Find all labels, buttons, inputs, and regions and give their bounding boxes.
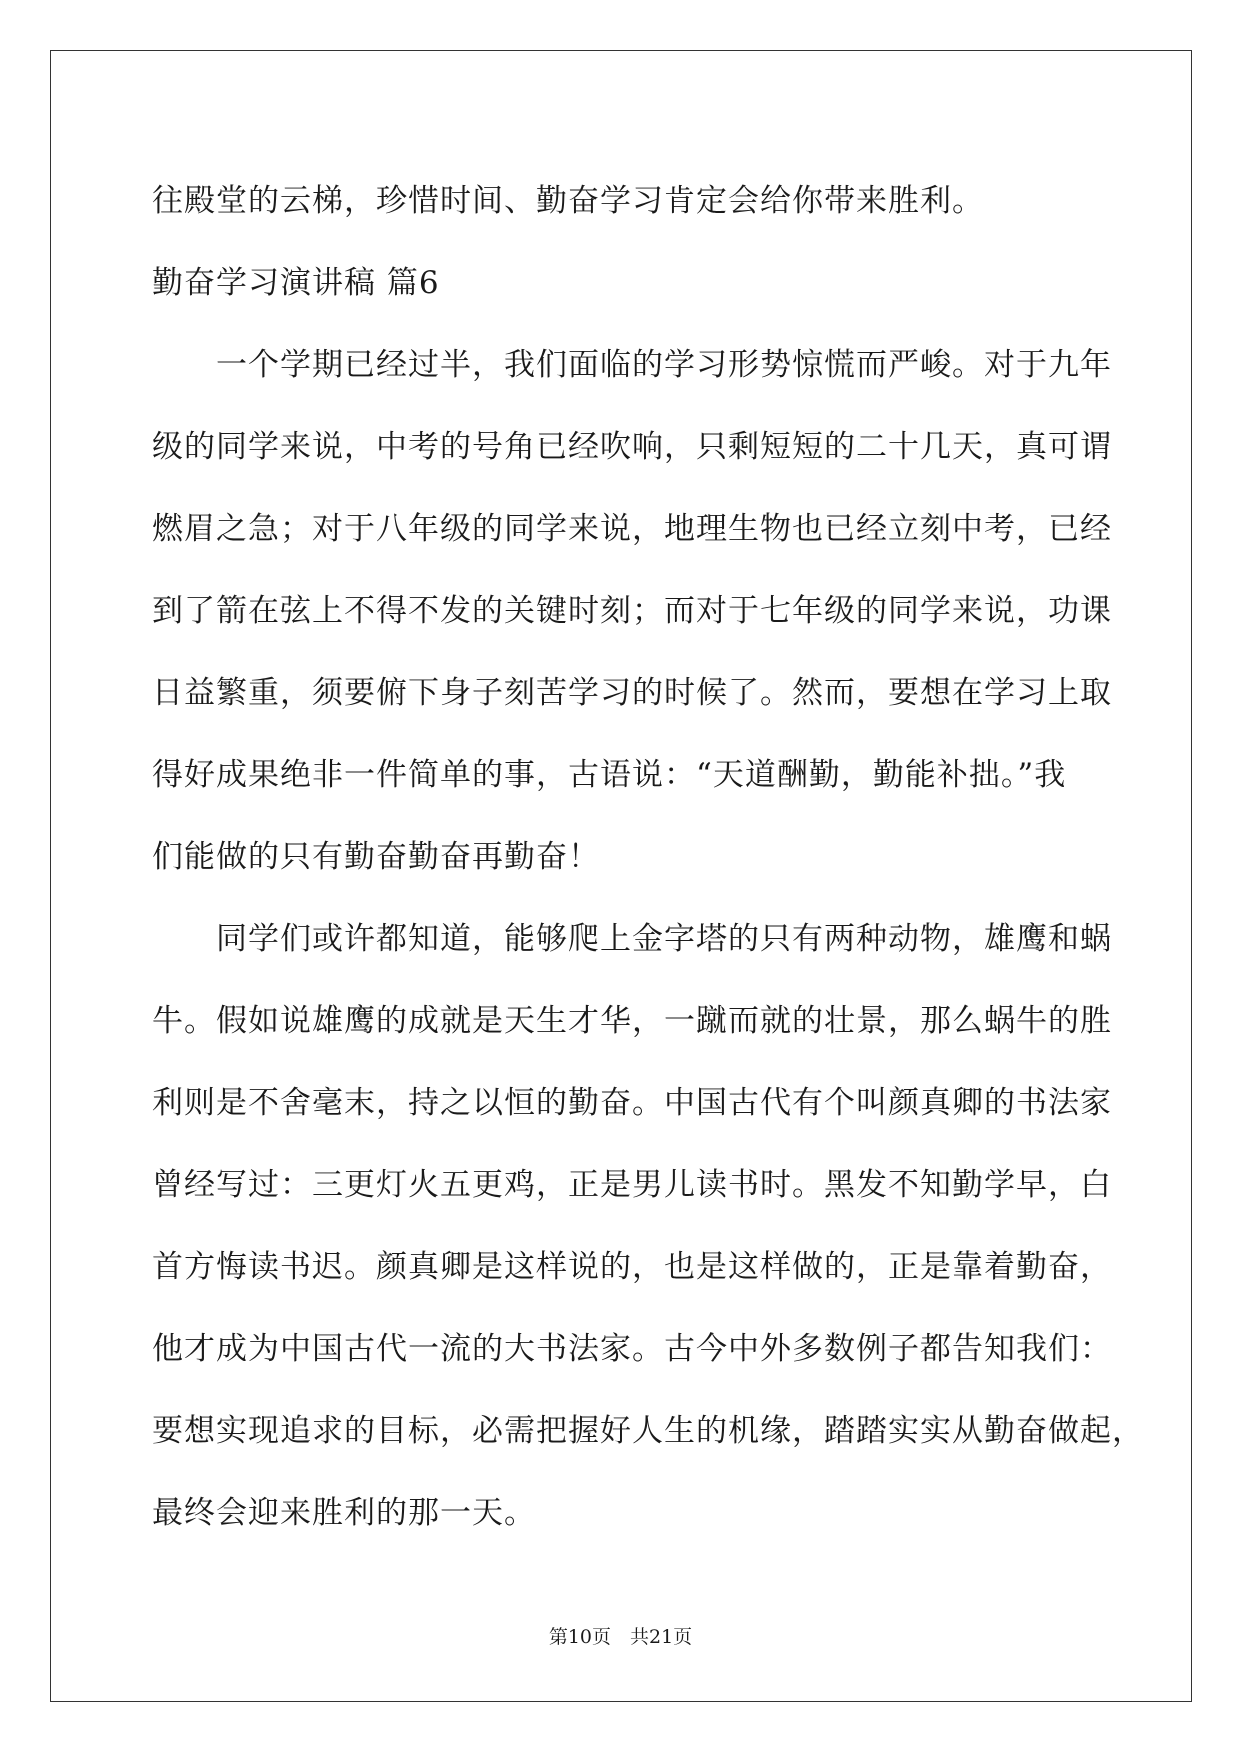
text-line: 利则是不舍毫末，持之以恒的勤奋。中国古代有个叫颜真卿的书法家	[152, 1085, 1112, 1121]
text-line: 往殿堂的云梯，珍惜时间、勤奋学习肯定会给你带来胜利。	[152, 183, 984, 219]
text-line: 曾经写过：三更灯火五更鸡，正是男儿读书时。黑发不知勤学早，白	[152, 1167, 1112, 1203]
text-line: 日益繁重，须要俯下身子刻苦学习的时候了。然而，要想在学习上取	[152, 675, 1112, 711]
text-line: 得好成果绝非一件简单的事，古语说：“天道酬勤，勤能补拙。”我	[152, 757, 1067, 793]
text-line: 同学们或许都知道，能够爬上金字塔的只有两种动物，雄鹰和蜗	[152, 921, 1112, 957]
section-heading: 勤奋学习演讲稿 篇6	[152, 265, 440, 301]
text-line: 要想实现追求的目标，必需把握好人生的机缘，踏踏实实从勤奋做起，	[152, 1413, 1144, 1449]
text-line: 他才成为中国古代一流的大书法家。古今中外多数例子都告知我们：	[152, 1331, 1112, 1367]
text-line: 们能做的只有勤奋勤奋再勤奋！	[152, 839, 600, 875]
text-line: 到了箭在弦上不得不发的关键时刻；而对于七年级的同学来说，功课	[152, 593, 1112, 629]
text-line: 级的同学来说，中考的号角已经吹响，只剩短短的二十几天，真可谓	[152, 429, 1112, 465]
text-line: 一个学期已经过半，我们面临的学习形势惊慌而严峻。对于九年	[152, 347, 1112, 383]
text-line: 燃眉之急；对于八年级的同学来说，地理生物也已经立刻中考，已经	[152, 511, 1112, 547]
page-number: 第10页 共21页	[548, 1626, 693, 1648]
document-body	[152, 160, 1144, 1554]
text-line: 最终会迎来胜利的那一天。	[152, 1495, 536, 1531]
text-line: 牛。假如说雄鹰的成就是天生才华，一蹴而就的壮景，那么蜗牛的胜	[152, 1003, 1112, 1039]
text-line: 首方悔读书迟。颜真卿是这样说的，也是这样做的，正是靠着勤奋，	[152, 1249, 1112, 1285]
